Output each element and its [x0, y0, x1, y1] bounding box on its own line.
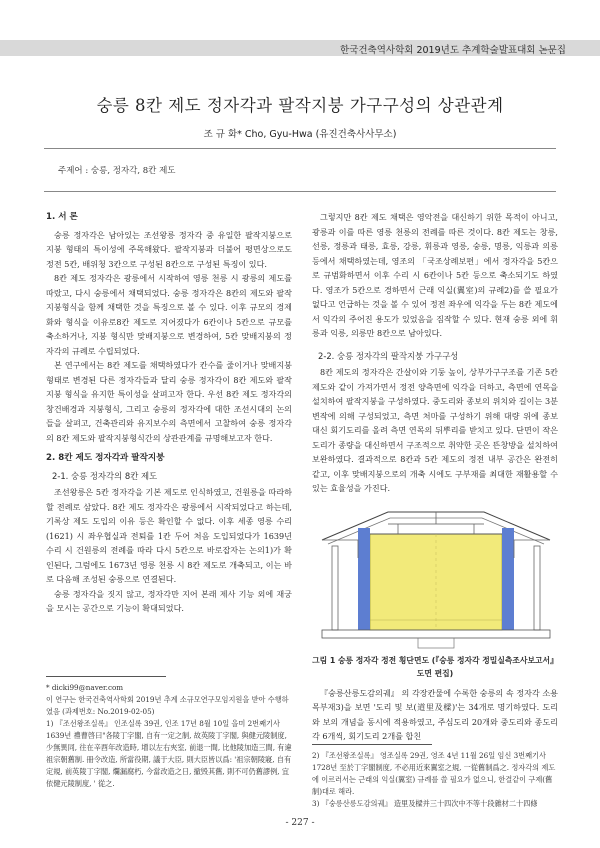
author-email: * dicki99@naver.com [46, 683, 124, 692]
keywords: 주제어 : 숭릉, 정자각, 8칸 제도 [58, 166, 176, 176]
journal-header-bar [0, 40, 600, 56]
page-number: - 227 - [285, 818, 315, 828]
left-column [46, 210, 292, 616]
paragraph: 조선왕릉은 5칸 정자각을 기본 제도로 인식하였고, 건원릉을 따라하 할 전례로 삼았다. 8칸 제도 정자각은 광릉에서 시작되었다고 하는데, 기록상 제도 도입의 이유 등은 확인할 수 없다. 이후 세종 영릉 수리(1621) 시 좌우협실과 전퇴를 1칸 두어 처음 도입되었다가 1639년 수리 시 건원릉의 전례를 따라 다시 5칸으로 바로잡자는 논의1)가 확인된다, 그럼에도 1673년 영릉 천릉 시 8칸 제도로 개축되고, 이는 바로 다음해 조성된 숭릉으로 연결된다. [46, 487, 292, 584]
footnotes-left [46, 682, 292, 790]
cross-section-figure [318, 500, 554, 650]
subsection-heading-2-1: 2-1. 숭릉 정자각의 8칸 제도 [52, 470, 158, 481]
footnote-3: 3) 『숭릉산릉도감의궤』 造里及樑并三十四次中不等十段雜材二十四條 [312, 799, 538, 808]
journal-header-text: 한국건축역사학회 2019년도 추계학술발표대회 논문집 [340, 45, 566, 56]
footnote-rule-left [46, 676, 166, 677]
author-line: 조 규 화* Cho, Gyu-Hwa (유진건축사사무소) [203, 129, 397, 140]
footnotes-right [312, 750, 558, 810]
paragraph: 『숭릉산릉도감의궤』 의 각장칸물에 수록한 숭릉의 속 정자각 소용 목부재3)을 보면 '도리 및 보(道里及樑)'는 34개로 명기하였다. 도리와 보의 개념을 동시에 적용하였고, 주심도리 20개와 중도리와 종도리 각 6개씩, 회기도리 2개를 합친 [312, 687, 558, 741]
figure-caption: 그림 1 숭릉 정자각 정전 횡단면도 (『숭릉 정자각 정밀실측조사보고서』 도면 편집) [312, 655, 558, 678]
funding-note: 이 연구는 한국건축역사학회 2019년 추계 소규모연구모임지원을 받아 수행하였음 (과제번호: No.2019-02-05) [46, 695, 289, 716]
paragraph: 8칸 제도의 정자각은 간살이와 기둥 높이, 상부가구구조를 기존 5칸 제도와 같이 가져가면서 정전 양측면에 익각을 더하고, 측면에 연목을 설치하여 팔작지붕을 구성하였다. 중도리와 종보의 위치와 길이는 3분 변작에 의해 구성되었고, 측면 처마를 구성하기 위해 대량 위에 종보 대신 회기도리를 올려 측면 연목의 뒤뿌리를 받치고 있다. 단면이 작은 도리가 종량을 대신하면서 구조적으로 취약한 곳은 뜬창방을 설치하여 보완하였다. 결과적으로 8칸과 5칸 제도의 정전 내부 공간은 완전히 같고, 이후 맞배지붕으로의 개축 시에도 구부재를 최대한 재활용할 수 있는 효율성을 가진다. [312, 367, 558, 493]
paper-title: 숭릉 8칸 제도 정자각과 팔작지붕 가구구성의 상관관계 [96, 96, 504, 115]
section-heading-introduction: 1. 서 론 [46, 212, 78, 222]
subsection-heading-2-2: 2-2. 숭릉 정자각의 팔작지붕 가구구성 [318, 350, 459, 361]
paragraph: 숭릉 정자각은 남아있는 조선왕릉 정자각 중 유일한 팔작지붕으로 지붕 형태의 특이성에 주목해왔다. 팔작지붕과 더불어 평면상으로도 정전 5칸, 배위청 3칸으로 구성된 8칸으로 구성된 특징이 있다. [46, 229, 292, 269]
paragraph: 숭릉 정자각을 짓지 않고, 정자각만 지어 본래 제사 기능 외에 재궁을 모시는 공간으로 기능이 확대되었다. [46, 588, 292, 613]
paragraph: 그렇지만 8칸 제도 채택은 영악전을 대신하기 위한 목적이 아니고, 광릉과 이를 따른 영릉 천릉의 전례를 따른 것이다. 8칸 제도는 창릉, 선릉, 정릉과 태릉, 효릉, 강릉, 휘릉과 영릉, 숭릉, 명릉, 익릉과 의릉 등에서 채택하였는데, 영조의 「국조상례보편」에서 정자각을 5칸으로 규범화하면서 이후 수리 시 6칸이나 5칸 등으로 축소되기도 하였다. 영조가 5칸으로 경하면서 근래 익실(翼室)의 규례2)를 쓸 필요가 없다고 언급하는 것을 볼 수 있어 정전 좌우에 익각을 두는 8칸 제도에서 익각의 주어진 용도가 있었음을 짐작할 수 있다. 현재 숭릉 외에 휘릉과 익릉, 의릉만 8칸으로 남아있다. [312, 212, 558, 338]
section-heading-2: 2. 8칸 제도 정자각과 팔작지붕 [46, 453, 165, 463]
footnote-rule-right [312, 744, 432, 745]
keyword-box [44, 148, 556, 192]
footnote-1: 1) 『조선왕조실록』 인조실록 39권, 인조 17년 8월 10일 을미 2번째기사 1639년 禮曹啓曰"各陵丁字閣, 自有一定之制, 故英陵丁字閣, 與健元陵制度, 少無異同, 往在辛酉年改造時, 增以左右夾室, 前退一間, 比他陵加造三間, 有違祖宗朝舊制. 冊令改造, 所當役期, 議于大臣, 則大臣皆以爲: '祖宗朝陵寢, 自有定規, 前英陵丁字閣, 爛漏腐朽, 今當改造之日, 撤毁其舊, 則不可仍舊謬例, 宜依健元陵制度, ' 從之. [46, 719, 292, 788]
paragraph: 8칸 제도 정자각은 광릉에서 시작하여 영릉 천릉 시 광릉의 제도를 따랐고, 다시 숭릉에서 채택되었다. 숭릉 정자각은 8칸의 제도와 팔작지붕형식을 함께 채택한 것을 특징으로 볼 수 있다. 이후 규모의 경제화와 형식을 이유로8칸 제도로 지어졌다가 6칸이나 5칸으로 규모를 축소하거나, 지붕 형식만 맞배지붕으로 변경하여, 5칸 맞배지붕의 정자각의 규례로 수립되었다. [46, 273, 292, 356]
cross-section-drawing [318, 500, 554, 650]
paragraph: 본 연구에서는 8칸 제도를 채택하였다가 칸수를 줄이거나 맞배지붕 형태로 변경된 다른 정자각들과 달리 숭릉 정자각이 8칸 제도와 팔작지붕 형식을 유지한 특이성을 살펴고자 한다. 우선 8칸 제도 정자각의 창건배경과 지붕형식, 그리고 숭릉의 정자각에 대한 조선시대의 논의들을 살펴고, 건축관리와 유지보수의 측면에서 고찰하여 숭릉 정자각의 8칸 제도와 팔작지붕형식간의 상관관계를 규명해보고자 한다. [46, 360, 292, 443]
footnote-2: 2) 『조선왕조실록』 영조실록 29권, 영조 4년 11월 26일 임신 3번째기사 1728년 至於丁字閣制度, 不必用近來翼室之規, 一從舊制爲之. 정자각의 제도에 이르러서는 근래의 익실(翼室) 규례를 쓸 필요가 없으니, 한결같이 구제(舊制)대로 해라. [312, 751, 556, 796]
right-column [312, 210, 558, 744]
